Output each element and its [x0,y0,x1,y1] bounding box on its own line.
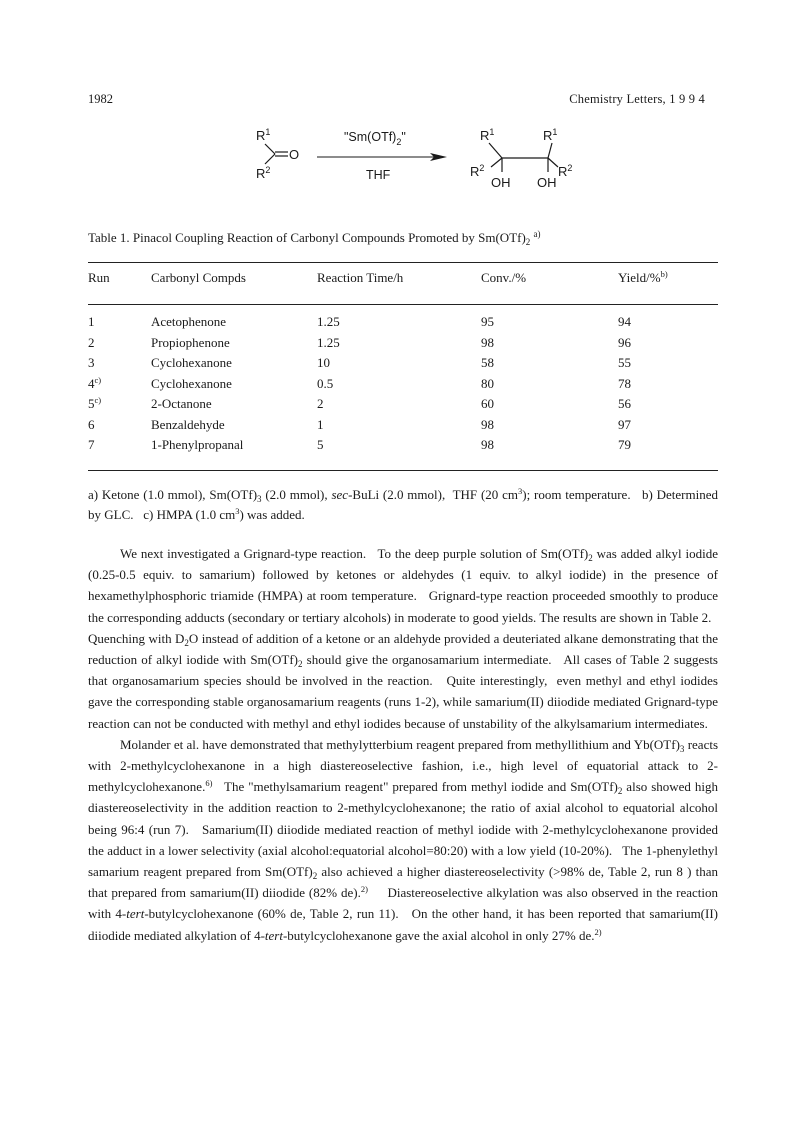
reagent-label: "$Sm(OTf)_2$" [344,130,406,147]
cell-reaction-time: 2 [317,396,324,411]
cell-yield: 96 [618,334,631,350]
cell-conversion: 95 [481,314,494,329]
cell-reaction-time: 5 [317,437,324,452]
cell-conversion: 80 [481,375,494,391]
body-text [88,543,718,946]
paragraph-2: Molander et al. have demonstrated that methylytterbium reagent prepared from methyllithium and $Yb(OTf)_3$ reacts with 2-methylcyclohexanone in a high diastereoselective fashion, i.e., high level of equatorial attack to 2-methylcyclohexanone.$^{6)}$ The "methylsamarium reagent" prepared from methyl iodide and $Sm(OTf)_2$ also showed high diastereoselectivity in the addition reaction to 2-methylcyclohexanone; the ratio of axial alcohol to equatorial alcohol being 96:4 (run 7). Samarium(II) diiodide mediated reaction of methyl iodide with 2-methylcyclohexanone provided the adduct in a lower selectivity (axial alcohol:equatorial alcohol=80:20) with a low yield (10-20%). The 1-phenylethyl samarium reagent prepared from $Sm(OTf)_2$ also achieved a higher diastereoselectivity (>98% de, Table 2, run 8 ) than that prepared from samarium(II) diiodide (82% de).$^{2)}$ Diastereoselective alkylation was also observed in the reaction with 4-tert-butylcyclohexanone (60% de, Table 2, run 11). On the other hand, it has been reported that samarium(II) diiodide mediated alkylation of 4-tert-butylcyclohexanone gave the axial alcohol in only 27% de.$^{2)}$ [88,736,719,943]
table-footnote: a) Ketone (1.0 mmol), $Sm(OTf)_3$ (2.0 mmol), sec-BuLi (2.0 mmol), THF (20 $cm^3$); room temperature. b) Determined by GLC. c) HMPA (1.0 $cm^3$) was added. [88,486,718,522]
page-number: 1982 [88,92,113,106]
cell-run: 2 [88,334,95,350]
cell-reaction-time: 0.5 [317,375,334,391]
table-header-rule [88,304,718,305]
solvent-label: THF [366,168,391,182]
cell-run: 7 [88,437,95,452]
paragraph-1: We next investigated a Grignard-type reaction. To the deep purple solution of $Sm(OTf)_2$ was added alkyl iodide (0.25-0.5 equiv. to samarium) followed by ketones or aldehydes (1 equiv. to alkyl iodide) in the presence of hexamethylphosphoric triamide (HMPA) at room temperature. Grignard-type reaction proceeded smoothly to produce the corresponding adducts (secondary or tertiary alcohols) in moderate to good yields. The results are shown in Table 2. Quenching with $D_2O$ instead of addition of a ketone or an aldehyde provided a deuteriated alkane demonstrating that the reduction of alkyl iodide with $Sm(OTf)_2$ should give the organosamarium intermediate. All cases of Table 2 suggests that organosamarium species should be involved in the reaction. Quite interestingly, even methyl and ethyl iodides gave the corresponding stable organosamarium reagents (runs 1-2), while samarium(II) diiodide mediated Grignard-type reaction can not be conducted with methyl and ethyl iodides because of unstability of the alkylsamarium intermediates. [88,546,718,731]
cell-carbonyl-compd: Cyclohexanone [151,375,232,391]
cell-reaction-time: 1 [317,416,324,432]
product-r2-left: $R^2$ [470,163,485,179]
reaction-scheme-drawing [240,120,600,215]
header-reaction-time: Reaction Time/h [317,270,404,285]
cell-carbonyl-compd: Propiophenone [151,334,230,350]
cell-conversion: 58 [481,355,494,370]
cell-yield: 94 [618,314,631,329]
carbonyl-oxygen: O [289,147,300,162]
header-carbonyl-compds: Carbonyl Compds [151,270,246,285]
table-caption-text: Table 1. Pinacol Coupling Reaction of Carbonyl Compounds Promoted by $Sm(OTf)_2$ $^{a)}$ [88,229,541,247]
cell-yield: 55 [618,355,631,370]
cell-conversion: 98 [481,416,494,432]
cell-run: 4$^{c)}$ [88,374,102,391]
table-caption [88,230,541,246]
cell-run: 6 [88,416,95,432]
product-oh-right: OH [537,175,557,190]
cell-carbonyl-compd: 2-Octanone [151,396,212,411]
cell-conversion: 98 [481,334,494,350]
product-r2-right: $R^2$ [558,163,573,179]
reactant-r2: $R^2$ [256,165,271,181]
product-oh-left: OH [491,175,511,190]
cell-run: 3 [88,355,95,370]
table-top-rule [88,262,718,263]
cell-run: 5$^{c)}$ [88,395,102,411]
cell-reaction-time: 10 [317,355,330,370]
cell-carbonyl-compd: Acetophenone [151,314,227,329]
cell-run: 1 [88,314,95,329]
cell-conversion: 98 [481,437,494,452]
product-r1-right: $R^1$ [543,127,558,143]
cell-reaction-time: 1.25 [317,314,340,329]
table-bottom-rule [88,470,718,471]
cell-carbonyl-compd: Benzaldehyde [151,416,225,432]
journal-name: Chemistry Letters, 1 9 9 4 [569,92,705,106]
reaction-scheme [240,120,600,215]
cell-yield: 79 [618,437,631,452]
cell-yield: 78 [618,375,631,391]
cell-carbonyl-compd: 1-Phenylpropanal [151,437,244,452]
cell-carbonyl-compd: Cyclohexanone [151,355,232,370]
cell-yield: 56 [618,396,631,411]
reactant-r1: $R^1$ [256,127,271,143]
cell-reaction-time: 1.25 [317,334,340,350]
cell-yield: 97 [618,416,631,432]
cell-conversion: 60 [481,396,494,411]
header-conversion: Conv./% [481,270,527,285]
header-run: Run [88,270,110,285]
product-r1-left: $R^1$ [480,127,495,143]
header-yield: Yield/%$^{b)}$ [618,269,668,285]
